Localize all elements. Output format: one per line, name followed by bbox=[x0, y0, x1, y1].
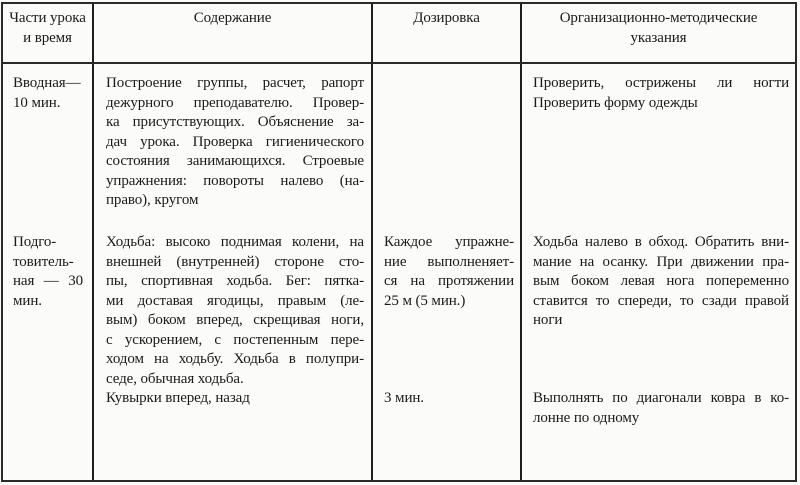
header-guidance bbox=[522, 9, 795, 48]
content-line: Ходьба: высоко поднимая колени, на bbox=[106, 234, 364, 250]
content-line: ходом на ходьбу. Ходьба в полупри- bbox=[106, 351, 364, 367]
guidance-line: вым боком левая нога попеременно bbox=[533, 273, 789, 289]
column-divider bbox=[92, 4, 94, 480]
content-line: внешней (внутренней) стороне сто- bbox=[106, 253, 364, 270]
dosage-line: Каждое упражне- bbox=[384, 234, 514, 250]
column-divider bbox=[371, 4, 373, 480]
header-dosage: Дозировка bbox=[413, 10, 480, 26]
content-extra-line: Кувырки вперед, назад bbox=[106, 390, 250, 406]
content-line: Построение группы, расчет, рапорт bbox=[106, 75, 364, 91]
content-line: пы, спортивная ходьба. Бег: пятка- bbox=[106, 273, 364, 289]
row-prep-guidance bbox=[533, 233, 789, 331]
part-line: мин. bbox=[13, 292, 42, 309]
column-divider bbox=[520, 4, 522, 480]
dosage-line: ние выполненяет- bbox=[384, 253, 514, 270]
guidance-extra-line: лонне по одному bbox=[533, 409, 640, 426]
row-prep-dosage-extra bbox=[384, 389, 514, 409]
content-line: дежурного преподавателю. Провер- bbox=[106, 94, 364, 111]
dosage-line: 25 м (5 мин.) bbox=[384, 292, 466, 309]
row-intro-part bbox=[13, 74, 89, 113]
content-line: с ускорением, с постепенным пере- bbox=[106, 331, 364, 348]
guidance-extra-line: Выполнять по диагонали ковра в ко- bbox=[533, 390, 789, 406]
guidance-line: Проверить, острижены ли ногти bbox=[533, 75, 789, 91]
content-line: ка присутствующих. Объяснение за- bbox=[106, 114, 364, 130]
part-line: Вводная— bbox=[13, 75, 81, 91]
row-intro-content bbox=[106, 74, 364, 211]
content-line: ми доставая ягодицы, правым (ле- bbox=[106, 292, 364, 309]
lesson-plan-table bbox=[1, 2, 797, 482]
guidance-line: ноги bbox=[533, 312, 563, 328]
row-prep-guidance-extra bbox=[533, 389, 789, 428]
row-prep-dosage bbox=[384, 233, 514, 311]
header-guidance-line: Организационно-методические bbox=[559, 10, 758, 26]
content-line: дач урока. Проверка гигиенического bbox=[106, 133, 364, 150]
dosage-extra-line: 3 мин. bbox=[384, 390, 424, 406]
guidance-line: ставится то спереди, то сзади правой bbox=[533, 292, 789, 309]
header-divider bbox=[3, 62, 795, 64]
guidance-line: Ходьба налево в обход. Обратить вни- bbox=[533, 234, 789, 250]
header-part-time bbox=[3, 9, 92, 48]
row-prep-content bbox=[106, 233, 364, 409]
part-line: ная — 30 bbox=[13, 273, 83, 289]
part-line: Подго- bbox=[13, 234, 57, 250]
guidance-line: мание на осанку. При движении пра- bbox=[533, 253, 789, 270]
content-line: вым) боком вперед, скрещивая ноги, bbox=[106, 312, 364, 328]
header-part-line: и время bbox=[23, 29, 72, 46]
row-prep-part bbox=[13, 233, 83, 311]
header-content: Содержание bbox=[193, 10, 272, 26]
header-guidance-line: указания bbox=[630, 29, 687, 46]
content-line: состояния занимающихся. Строевые bbox=[106, 153, 364, 169]
content-line: право), кругом bbox=[106, 192, 199, 208]
header-part-line: Части урока bbox=[9, 10, 86, 26]
part-line: 10 мин. bbox=[13, 94, 61, 111]
guidance-line: Проверить форму одежды bbox=[533, 94, 698, 111]
part-line: товитель- bbox=[13, 253, 74, 270]
row-intro-guidance bbox=[533, 74, 789, 113]
content-line: седе, обычная ходьба. bbox=[106, 370, 244, 387]
dosage-line: ся на протяжении bbox=[384, 273, 514, 289]
content-line: упражнения: повороты налево (на- bbox=[106, 172, 364, 189]
